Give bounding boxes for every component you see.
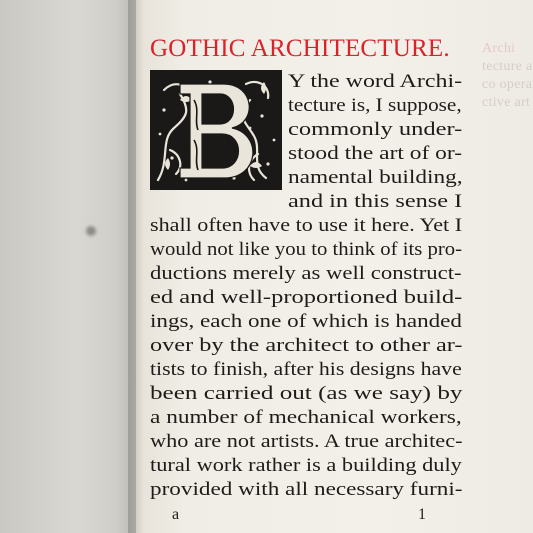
book-gutter — [128, 0, 144, 533]
text-line: provided with all necessary furni- — [150, 479, 463, 500]
text-line: Y the word Archi- — [288, 71, 463, 92]
text-line: a number of mechanical workers, — [150, 407, 462, 428]
text-line: who are not artists. A true architec- — [150, 431, 463, 452]
text-line: ed and well-proportioned build- — [150, 287, 463, 308]
text-line: been carried out (as we say) by — [150, 383, 463, 404]
page-number: 1 — [418, 506, 426, 523]
text-line: tecture is, I suppose, — [288, 95, 462, 116]
text-line: ings, each one of which is handed — [150, 311, 462, 332]
decorated-initial — [150, 70, 282, 190]
text-line: namental building, — [288, 167, 463, 188]
left-page — [0, 0, 136, 533]
text-line: tists to finish, after his designs have — [150, 359, 462, 380]
text-line: would not like you to think of its pro- — [150, 239, 463, 260]
text-line: shall often have to use it here. Yet I — [150, 215, 463, 236]
text-line: commonly under- — [288, 119, 463, 140]
signature-mark: a — [172, 506, 180, 523]
show-through-line: ctive art — [482, 95, 531, 110]
show-through-line: co opera — [482, 77, 533, 92]
text-line: ductions merely as well construct- — [150, 263, 462, 284]
text-line: stood the art of or- — [288, 143, 463, 164]
text-line: over by the architect to other ar- — [150, 335, 463, 356]
decorated-initial-art — [150, 70, 282, 190]
ink-spot — [86, 226, 96, 236]
chapter-title: GOTHIC ARCHITECTURE. — [150, 35, 450, 62]
text-line: tural work rather is a building duly — [150, 455, 462, 476]
show-through-line: Archi — [482, 41, 516, 56]
text-line: and in this sense I — [288, 191, 463, 212]
show-through-line: tecture a — [482, 59, 533, 74]
show-through-text — [482, 40, 533, 112]
